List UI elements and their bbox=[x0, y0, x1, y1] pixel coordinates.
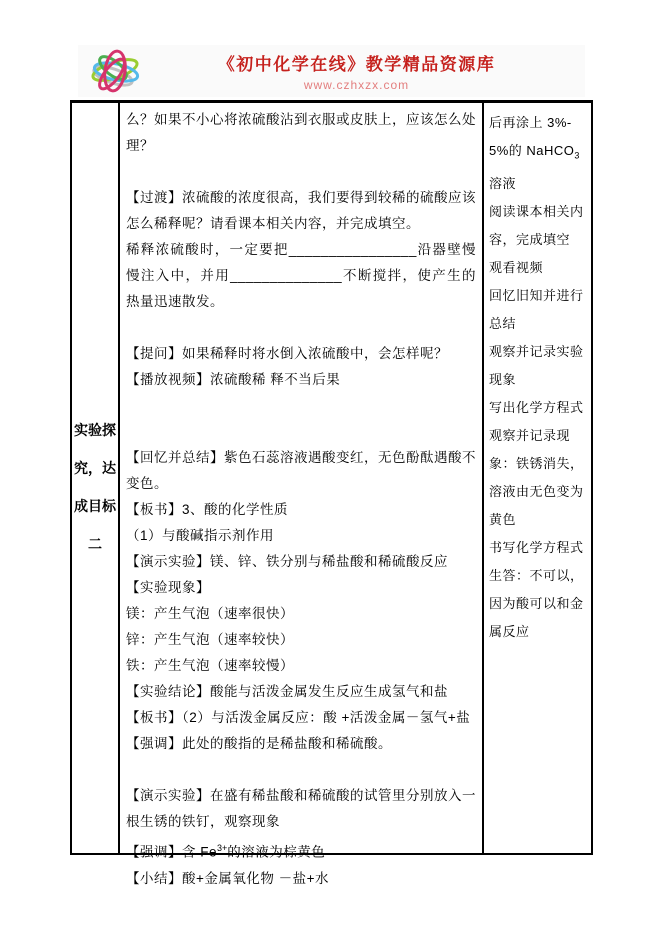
site-url: www.czhxzx.com bbox=[303, 78, 410, 92]
lesson-plan-table bbox=[70, 100, 593, 886]
process-step-conclusion: 【实验结论】酸能与活泼金属发生反应生成氢气和盐 bbox=[126, 684, 448, 699]
student-activity-column bbox=[484, 103, 591, 853]
activity-note: 观察并记录现象：铁锈消失，溶液由无色变为黄色 bbox=[489, 427, 584, 527]
process-step-emphasis bbox=[126, 835, 476, 866]
activity-note: 写出化学方程式 bbox=[489, 399, 584, 415]
atom-logo-icon bbox=[86, 46, 144, 96]
process-step: 么？如果不小心将浓硫酸沾到衣服或皮肤上，应该怎么处理？ bbox=[126, 112, 476, 153]
text-run: 溶液 bbox=[489, 175, 517, 191]
stage-column bbox=[72, 103, 120, 853]
process-step-summary: 【小结】酸+金属氧化物 －盐+水 bbox=[126, 870, 330, 886]
process-step-board: 【板书】3、酸的化学性质 bbox=[126, 502, 289, 517]
process-step-emphasis: 【强调】此处的酸指的是稀盐酸和稀硫酸。 bbox=[126, 736, 392, 751]
process-step-fill-blank: 稀释浓硫酸时，一定要把________________沿器壁慢慢注入中，并用______________不断搅拌，使产生的热量迅速散发。 bbox=[126, 242, 476, 309]
activity-note: 回忆旧知并进行总结 bbox=[489, 287, 584, 331]
process-step-question: 【提问】如果稀释时将水倒入浓硫酸中，会怎样呢？ bbox=[126, 346, 448, 361]
process-step-demo: 【演示实验】镁、锌、铁分别与稀盐酸和稀硫酸反应 bbox=[126, 554, 448, 569]
activity-note: 书写化学方程式 bbox=[489, 539, 584, 555]
text-run: 后再涂上 3%-5%的 NaHCO bbox=[489, 115, 575, 158]
activity-note: 生答：不可以，因为酸可以和金属反应 bbox=[489, 567, 584, 639]
process-step-video: 【播放视频】浓硫酸稀 释不当后果 bbox=[126, 372, 341, 387]
activity-note: 观察并记录实验现象 bbox=[489, 343, 584, 387]
subscript: 3 bbox=[574, 150, 580, 161]
stage-label: 实验探究，达成目标二 bbox=[74, 422, 116, 552]
process-step: 镁：产生气泡（速率很快） bbox=[126, 606, 294, 621]
process-step: 铁：产生气泡（速率较慢） bbox=[126, 658, 294, 673]
activity-note bbox=[489, 109, 586, 198]
text-run: 的溶液为棕黄色 bbox=[227, 844, 326, 860]
process-step-transition: 【过渡】浓硫酸的浓度很高，我们要得到较稀的硫酸应该怎么稀释呢？请看课本相关内容，并完成填空。 bbox=[126, 190, 476, 231]
text-run: 【强调】含 Fe bbox=[126, 844, 218, 860]
site-header bbox=[78, 45, 585, 97]
process-step-board: 【板书】（2）与活泼金属反应：酸 +活泼金属－氢气+盐 bbox=[126, 710, 471, 725]
process-step-phenomena: 【实验现象】 bbox=[126, 580, 210, 595]
superscript: 3+ bbox=[217, 843, 228, 853]
process-step: （1）与酸碱指示剂作用 bbox=[126, 528, 275, 543]
process-step-demo: 【演示实验】在盛有稀盐酸和稀硫酸的试管里分别放入一根生锈的铁钉，观察现象 bbox=[126, 788, 476, 829]
process-step: 锌：产生气泡（速率较快） bbox=[126, 632, 294, 647]
activity-note: 阅读课本相关内容，完成填空 bbox=[489, 203, 584, 247]
site-title: 《初中化学在线》教学精品资源库 bbox=[217, 55, 496, 74]
teaching-process-column bbox=[120, 103, 484, 886]
process-step-recall: 【回忆并总结】紫色石蕊溶液遇酸变红，无色酚酞遇酸不变色。 bbox=[126, 450, 476, 491]
activity-note: 观看视频 bbox=[489, 259, 544, 275]
